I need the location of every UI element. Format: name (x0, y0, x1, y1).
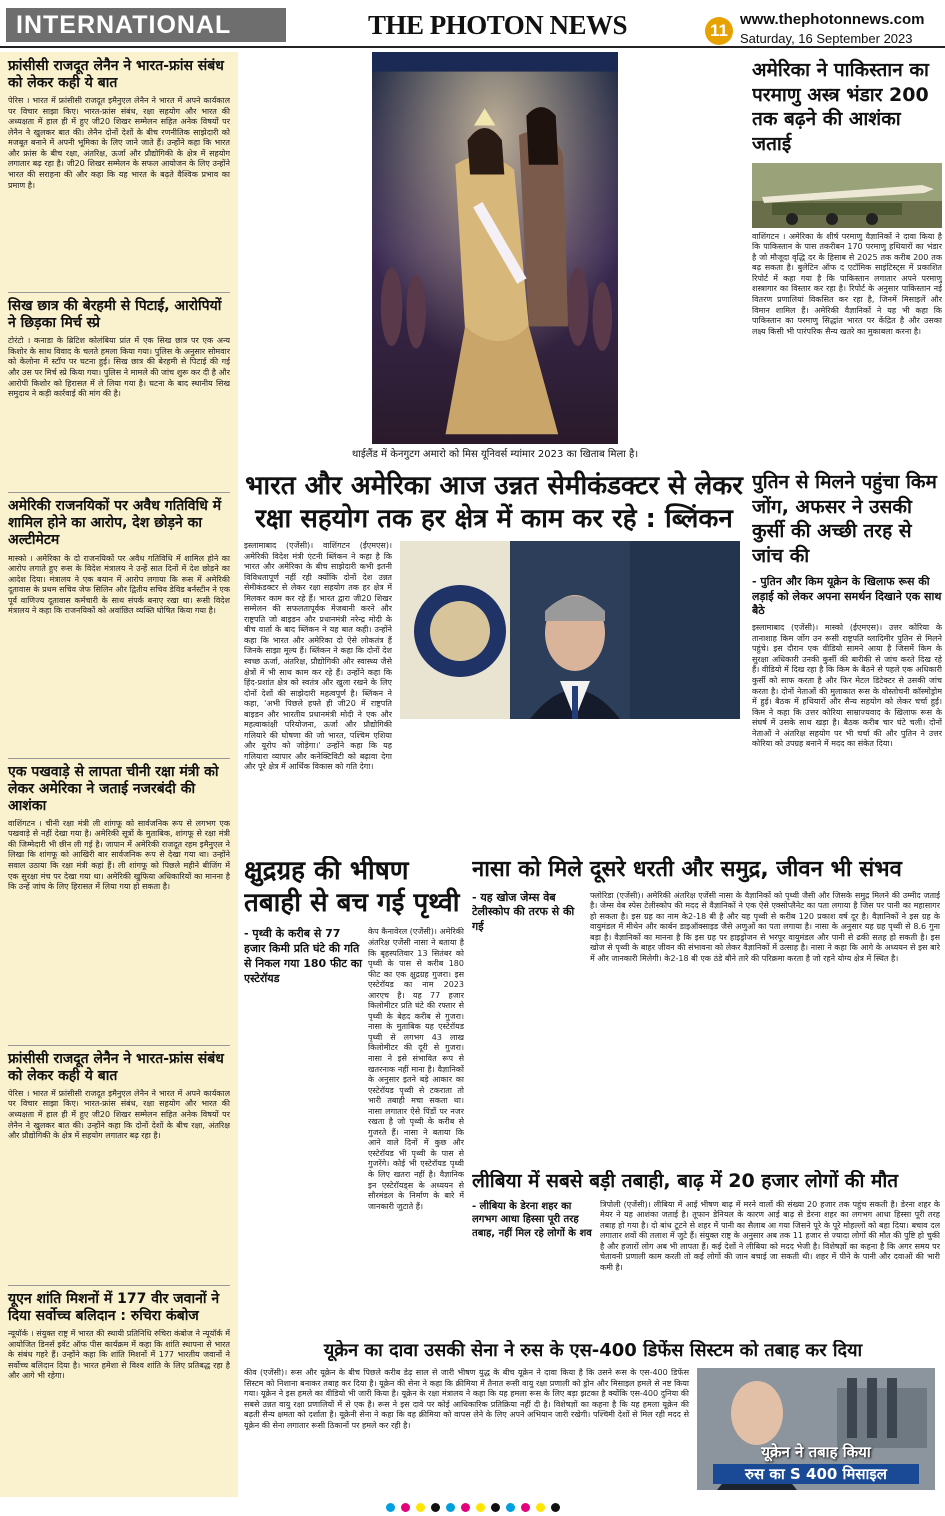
story-sikh-student (8, 298, 230, 486)
headline[interactable]: फ्रांसीसी राजदूत लेनैन ने भारत-फ्रांस संबंध को लेकर कही ये बात (8, 1050, 224, 1084)
story-body: इस्लामाबाद (एजेंसी)। वाशिंगटन (ईएमएस)। अमेरिकी विदेश मंत्री एंटनी ब्लिंकन ने कहा है कि भारत और अमेरिका के बीच साझेदारी कभी इतनी विविधतापूर्ण नहीं रही क्योंकि दोनों देश उन्नत सेमीकंडक्टर से लेकर रक्षा सहयोग तक हर क्षेत्र में मिलकर काम कर रहे हैं। भारत द्वारा जी20 शिखर सम्मेलन की सफलतापूर्वक मेजबानी करने और राष्ट्रपति जो बाइडन और प्रधानमंत्री नरेन्द्र मोदी के बीच वार्ता के बाद ब्लिंकन ने यह बात कही। उन्होंने कहा कि भारत और अमेरिका दो ऐसे लोकतंत्र हैं जिनके साझा मूल्य हैं। ब्लिंकन ने कहा कि दोनों देश स्वच्छ ऊर्जा, अंतरिक्ष, प्रौद्योगिकी और स्वास्थ्य जैसे क्षेत्रों में भी साथ काम कर रहे हैं। उन्होंने कहा कि हिंद-प्रशांत क्षेत्र को स्वतंत्र और खुला रखने के लिए दोनों देशों की साझेदारी महत्वपूर्ण है। ब्लिंकन ने कहा, 'अभी पिछले हफ्ते ही जी20 में राष्ट्रपति बाइडन और भारतीय प्रधानमंत्री मोदी ने एक और महत्वाकांक्षी परियोजना, ऊर्जा और प्रौद्योगिकी गलियारे की घोषणा की जो भारत, पश्चिम एशिया और यूरोप को जोड़ेगा।' उन्होंने कहा कि यह गलियारा व्यापार और कनेक्टिविटी को बढ़ावा देगा और पूरे क्षेत्र में आर्थिक विकास को गति देगा। (244, 541, 392, 772)
story-body: केप कैनावेरल (एजेंसी)। अमेरिकी अंतरिक्ष एजेंसी नासा ने बताया है कि बृहस्पतिवार 13 सितंबर को पृथ्वी के पास से करीब 180 फीट का एक क्षुद्रग्रह गुजरा। इस एस्टेरॉयड का नाम 2023 आरएच है। यह 77 हजार किलोमीटर प्रति घंटे की रफ्तार से पृथ्वी के बेहद करीब से गुजरा। नासा के मुताबिक यह एस्टेरॉयड पृथ्वी से लगभग 43 लाख किलोमीटर की दूरी से गुजरा। नासा ने इसे संभावित रूप से खतरनाक नहीं माना है। वैज्ञानिकों के अनुसार इतने बड़े आकार का एस्टेरॉयड पृथ्वी से टकराता तो भारी तबाही मचा सकता था। नासा लगातार ऐसे पिंडों पर नजर रखता है जो पृथ्वी के करीब से गुजरते हैं। नासा ने बताया कि आने वाले दिनों में कुछ और एस्टेरॉयड भी पृथ्वी के पास से गुजरेंगे। कोई भी एस्टेरॉयड पृथ्वी के लिए खतरा नहीं है। वैज्ञानिक इन एस्टेरॉयड्स के अध्ययन से सौरमंडल के निर्माण के बारे में जानकारी जुटाते हैं। (368, 927, 464, 1211)
story-body: फ्लोरिडा (एजेंसी)। अमेरिकी अंतरिक्ष एजेंसी नासा के वैज्ञानिकों को पृथ्वी जैसी और जिसके समुद्र मिलने की उम्मीद जताई है। जेम्स वेब स्पेस टेलीस्कोप की मदद से वैज्ञानिकों ने एक ऐसे एक्सोप्लैनेट का पता लगाया है जिस पर पानी का महासागर हो सकता है। इस ग्रह का नाम के2-18 बी है और यह पृथ्वी से करीब 120 प्रकाश वर्ष दूर है। वैज्ञानिकों ने इस ग्रह के वायुमंडल में मीथेन और कार्बन डाइऑक्साइड जैसे अणुओं का पता लगाया है। नासा के अनुसार यह ग्रह पृथ्वी से 8.6 गुना बड़ा है। वैज्ञानिकों का मानना है कि इस ग्रह पर हाइड्रोजन से भरपूर वायुमंडल और पानी से ढकी सतह हो सकती है। इस खोज से पृथ्वी के बाहर जीवन की संभावना को लेकर वैज्ञानिकों में उत्साह है। नासा ने कहा कि आगे के अध्ययन से इस बारे में और जानकारी मिलेगी। के2-18 बी एक ठंडे बौने तारे की परिक्रमा करता है जो रहने योग्य क्षेत्र में स्थित है। (590, 890, 940, 963)
story-body: वाशिंगटन । अमेरिका के शीर्ष परमाणु वैज्ञानिकों ने दावा किया है कि पाकिस्तान के पास तकरीबन 170 परमाणु हथियारों का भंडार है जो मौजूदा वृद्धि दर के हिसाब से 2025 तक करीब 200 तक बढ़ सकता है। बुलेटिन ऑफ द एटॉमिक साइंटिस्ट्स में प्रकाशित रिपोर्ट में कहा गया है कि पाकिस्तान लगातार अपने परमाणु शस्त्रागार का विस्तार कर रहा है। रिपोर्ट के अनुसार पाकिस्तान नई वितरण प्रणालियां विकसित कर रहा है, जिनमें मिसाइलें और विमान शामिल हैं। अमेरिकी वैज्ञानिकों ने यह भी कहा कि पाकिस्तान का परमाणु सिद्धांत भारत पर केंद्रित है और उसका लक्ष्य किसी भी पारंपरिक सैन्य खतरे का मुकाबला करना है। (752, 231, 942, 336)
newspaper-logo: THE PHOTON NEWS (368, 10, 628, 40)
color-dot (491, 1503, 500, 1512)
headline[interactable]: अमेरिका ने पाकिस्तान का परमाणु अस्त्र भंडार 200 तक बढ़ने की आशंका जताई (752, 59, 929, 156)
pageant-photo (244, 52, 746, 464)
headline[interactable]: यूएन शांति मिशनों में 177 वीर जवानों ने दिया सर्वोच्च बलिदान : रुचिरा कंबोज (8, 1290, 220, 1325)
headline[interactable]: सिख छात्र की बेरहमी से पिटाई, आरोपियों ने छिड़का मिर्च स्प्रे (8, 298, 222, 332)
headline[interactable]: क्षुद्रग्रह की भीषण तबाही से बच गई पृथ्वी (244, 856, 460, 918)
printer-color-strip (0, 1500, 945, 1514)
website-link[interactable]: www.thephotonnews.com (740, 11, 925, 28)
divider (8, 1285, 230, 1286)
color-dot (461, 1503, 470, 1512)
story-us-diplomats (8, 498, 230, 751)
story-body: कीव (एजेंसी)। रूस और यूक्रेन के बीच पिछले करीब डेढ़ साल से जारी भीषण युद्ध के बीच यूक्रेन ने दावा किया है कि उसने रूस के एस-400 डिफेंस सिस्टम को निशाना बनाकर तबाह कर दिया है। यूक्रेन की सेना ने कहा कि क्रीमिया में तैनात रूसी वायु रक्षा प्रणाली को ड्रोन और मिसाइल हमले से नष्ट किया गया। यूक्रेन ने इस हमले का वीडियो भी जारी किया है। यूक्रेन के रक्षा मंत्रालय ने कहा कि यह हमला रूस के लिए बड़ा झटका है क्योंकि एस-400 दुनिया की सबसे उन्नत वायु रक्षा प्रणालियों में से एक है। रूस ने इस दावे पर कोई आधिकारिक प्रतिक्रिया नहीं दी है। विशेषज्ञों का कहना है कि यह हमला यूक्रेन की बढ़ती सैन्य क्षमता को दर्शाता है। यूक्रेनी सेना ने कहा कि वह क्रीमिया को वापस लेने के लिए अपने अभियान जारी रखेगी। पश्चिमी देशों से मिल रही मदद से यूक्रेन की सेना लगातार रूसी ठिकानों पर हमले कर रही है। (244, 1367, 689, 1430)
story-body: पेरिस । भारत में फ्रांसीसी राजदूत इमैनुएल लेनैन ने भारत में अपने कार्यकाल पर विचार साझा किए। भारत-फ्रांस संबंध, रक्षा सहयोग और भारत की अध्यक्षता में हाल ही में हुए जी20 शिखर सम्मेलन सहित अनेक विषयों पर लेनैन ने खुलकर बात की। उन्होंने कहा कि दोनों देशों के बीच रक्षा, अंतरिक्ष और प्रौद्योगिकी के क्षेत्र में सहयोग लगातार बढ़ रहा है। (8, 1088, 230, 1141)
story-china-defence-minister (8, 764, 230, 1039)
divider (8, 292, 230, 293)
section-label: INTERNATIONAL (6, 8, 286, 42)
story-nasa (472, 856, 942, 1186)
headline[interactable]: अमेरिकी राजनयिकों पर अवैध गतिविधि में शामिल होने का आरोप, देश छोड़ने का अल्टीमेटम (8, 498, 222, 549)
story-france-envoy (8, 58, 230, 286)
masthead (0, 0, 945, 48)
story-body: टोरंटो । कनाडा के ब्रिटिश कोलंबिया प्रांत में एक सिख छात्र पर एक अन्य किशोर के साथ विवाद के चलते हमला किया गया। पुलिस के अनुसार सोमवार को केलोना में स्टॉप पर घटना हुई। सिख छात्र की बेरहमी से पिटाई की गई और उस पर मिर्च स्प्रे किया गया। पुलिस ने मामले की जांच शुरू कर दी है और आरोपी किशोर को हिरासत में ले लिया गया है। घटना के बाद स्थानीय सिख समुदाय ने कड़ी कार्रवाई की मांग की है। (8, 336, 230, 399)
color-dot (401, 1503, 410, 1512)
subheadline: - लीबिया के डेरना शहर का लगभग आधा हिस्सा पूरी तरह तबाह, नहीं मिल रहे लोगों के शव (472, 1200, 592, 1239)
left-column (0, 52, 238, 1497)
story-libya (472, 1170, 942, 1335)
subheadline: - पृथ्वी के करीब से 77 हजार किमी प्रति घंटे की गति से निकल गया 180 फीट का एस्टेरॉयड (244, 927, 362, 985)
story-ukraine (244, 1340, 942, 1495)
story-body: इस्लामाबाद (एजेंसी)। मास्को (ईएमएस)। उत्तर कोरिया के तानाशाह किम जोंग उन रूसी राष्ट्रपति व्लादिमीर पुतिन से मिलने पहुंचे। इस दौरान एक वीडियो सामने आया है जिसमें किम के सुरक्षा अधिकारी उनकी कुर्सी की बारीकी से जांच करते दिख रहे हैं। वीडियो में दिख रहा है कि किम के बैठने से पहले एक अधिकारी कुर्सी को साफ करता है और फिर मेटल डिटेक्टर से उसकी जांच करता है। दोनों नेताओं की मुलाकात रूस के वोस्तोचनी कॉस्मोड्रोम में हुई। बैठक में हथियारों और सैन्य सहयोग को लेकर चर्चा हुई। किम ने कहा कि उत्तर कोरिया साम्राज्यवाद के खिलाफ रूस के संघर्ष में उसके साथ खड़ा है। बैठक करीब चार घंटे चली। दोनों नेताओं ने अंतरिक्ष सहयोग पर भी चर्चा की और पुतिन ने उत्तर कोरिया को उपग्रह बनाने में मदद का संकेत दिया। (752, 623, 942, 749)
headline[interactable]: नासा को मिले दूसरे धरती और समुद्र, जीवन भी संभव (472, 857, 902, 882)
headline[interactable]: एक पखवाड़े से लापता चीनी रक्षा मंत्री को लेकर अमेरिका ने जताई नजरबंदी की आशंका (8, 763, 219, 814)
subheadline: - यह खोज जेम्स वेब टेलीस्कोप की तरफ से की गई (472, 890, 575, 934)
story-body: न्यूयॉर्क । संयुक्त राष्ट्र में भारत की स्थायी प्रतिनिधि रुचिरा कंबोज ने न्यूयॉर्क में आयोजित डिनर्स इवेंट ऑफ पीस कार्यक्रम में कहा कि शांति स्थापना से भारत के संबंध गहरे हैं। उन्होंने कहा कि शांति मिशनों में 177 भारतीय जवानों ने सर्वोच्च बलिदान दिया है। भारत हमेशा से विश्व शांति के लिए प्रतिबद्ध रहा है और आगे भी रहेगा। (8, 1329, 230, 1381)
issue-date: Saturday, 16 September 2023 (740, 31, 913, 46)
divider (8, 758, 230, 759)
pageant-image (244, 52, 746, 444)
headline[interactable]: फ्रांसीसी राजदूत लेनैन ने भारत-फ्रांस संबंध को लेकर कही ये बात (8, 58, 224, 92)
page-number: 11 (705, 17, 733, 45)
photo-caption: थाईलैंड में केनगुटग अमारो को मिस यूनिवर्स म्यांमार 2023 का खिताब मिला है। (244, 446, 746, 460)
divider (8, 492, 230, 493)
color-dot (536, 1503, 545, 1512)
story-kim-putin (752, 470, 942, 890)
story-france-envoy-repeat (8, 1051, 230, 1279)
story-un-peacekeepers (8, 1291, 230, 1439)
color-dot (416, 1503, 425, 1512)
story-asteroid (244, 856, 464, 1231)
color-dot (476, 1503, 485, 1512)
photo-text-2: रुस का S 400 मिसाइल (713, 1464, 919, 1484)
color-dot (521, 1503, 530, 1512)
story-body: मास्को । अमेरिका के दो राजनयिकों पर अवैध गतिविधि में शामिल होने का आरोप लगाते हुए रूस के विदेश मंत्रालय ने उन्हें सात दिनों में देश छोड़ने का आदेश दिया। मंत्रालय ने एक बयान में आरोप लगाया कि रूस में अमेरिकी दूतावास के प्रथम सचिव जेफ सिलिन और द्वितीय सचिव डेविड बर्नस्टीन ने एक पूर्व वाणिज्य दूतावास कर्मचारी के साथ संपर्क बनाए रखा था। रूसी विदेश मंत्रालय ने कहा कि राजनयिकों को अवांछित व्यक्ति घोषित किया गया है। (8, 553, 230, 616)
headline[interactable]: लीबिया में सबसे बड़ी तबाही, बाढ़ में 20 हजार लोगों की मौत (472, 1170, 899, 1192)
headline[interactable]: पुतिन से मिलने पहुंचा किम जोंग, अफसर ने उसकी कुर्सी की अच्छी तरह से जांच की (752, 471, 937, 568)
missile-photo (752, 163, 942, 228)
blinken-image (400, 541, 740, 719)
missile-image (752, 163, 942, 228)
story-body: पेरिस । भारत में फ्रांसीसी राजदूत इमैनुएल लेनैन ने भारत में अपने कार्यकाल पर विचार साझा किए। भारत-फ्रांस संबंध, रक्षा सहयोग और भारत की अध्यक्षता में हाल ही में हुए जी20 शिखर सम्मेलन सहित अनेक विषयों पर लेनैन ने खुलकर बात की। लेनैन दोनों देशों के बीच रणनीतिक साझेदारी को मजबूत बनाने में अपनी भूमिका के लिए जाने जाते हैं। उन्होंने कहा कि भारत और फ्रांस के बीच रक्षा, अंतरिक्ष, ऊर्जा और प्रौद्योगिकी के क्षेत्र में सहयोग लगातार बढ़ रहा है। जी20 शिखर सम्मेलन के सफल आयोजन के लिए उन्होंने भारत की सराहना की और कहा कि यह भारत के बढ़ते वैश्विक प्रभाव का प्रमाण है। (8, 96, 230, 190)
headline[interactable]: यूक्रेन का दावा उसकी सेना ने रुस के एस-400 डिफेंस सिस्टम को तबाह कर दिया (323, 1340, 863, 1361)
ukraine-photo (697, 1368, 935, 1490)
color-dot (506, 1503, 515, 1512)
story-body: त्रिपोली (एजेंसी)। लीबिया में आई भीषण बाढ़ में मरने वालों की संख्या 20 हजार तक पहुंच सकती है। डेरना शहर के मेयर ने यह आशंका जताई है। तूफान डेनियल के कारण आई बाढ़ से डेरना शहर का लगभग आधा हिस्सा पूरी तरह तबाह हो गया है। दो बांध टूटने से शहर में पानी का सैलाब आ गया जिसने पूरे के पूरे मोहल्लों को बहा दिया। बचाव दल लगातार शवों की तलाश में जुटे हैं। संयुक्त राष्ट्र के अनुसार अब तक 11 हजार से ज्यादा लोगों की मौत की पुष्टि हो चुकी है और हजारों लोग अब भी लापता हैं। कई देशों ने लीबिया को मदद भेजी है। विशेषज्ञों का कहना है कि अगर समय पर चेतावनी प्रणाली काम करती तो कई लोगों की जान बचाई जा सकती थी। शहर में पीने के पानी और दवाओं की भारी कमी है। (600, 1199, 940, 1273)
divider (8, 1045, 230, 1046)
story-pakistan-nuclear (752, 58, 942, 458)
color-dot (551, 1503, 560, 1512)
subheadline: - पुतिन और किम यूक्रेन के खिलाफ रूस की लड़ाई को लेकर अपना समर्थन दिखाने एक साथ बैठे (752, 574, 942, 618)
story-body: वाशिंगटन । चीनी रक्षा मंत्री ली शांगफू को सार्वजनिक रूप से लगभग एक पखवाड़े से नहीं देखा गया है। अमेरिकी सूत्रों के मुताबिक, शांगफू से रक्षा मंत्री की जिम्मेदारी भी छीन ली गई है। जापान में अमेरिकी राजदूत रहम इमैनुएल ने लिखा कि शांगफू को आखिरी बार सार्वजनिक रूप से देखा गया था। उन्होंने सवाल उठाया कि रक्षा मंत्री कहां हैं। ली शांगफू को पिछले महीने बीजिंग में एक सुरक्षा मंच पर देखा गया था। अमेरिकी खुफिया अधिकारियों का मानना है कि उन्हें जांच के लिए हिरासत में लिया गया हो सकता है। (8, 818, 230, 892)
color-dot (386, 1503, 395, 1512)
color-dot (431, 1503, 440, 1512)
color-dot (446, 1503, 455, 1512)
photo-text-1: यूक्रेन ने तबाह किया (761, 1442, 871, 1461)
blinken-photo (400, 541, 740, 719)
headline[interactable]: भारत और अमेरिका आज उन्नत सेमीकंडक्टर से लेकर रक्षा सहयोग तक हर क्षेत्र में काम कर रहे : ब्लिंकन (245, 471, 743, 534)
